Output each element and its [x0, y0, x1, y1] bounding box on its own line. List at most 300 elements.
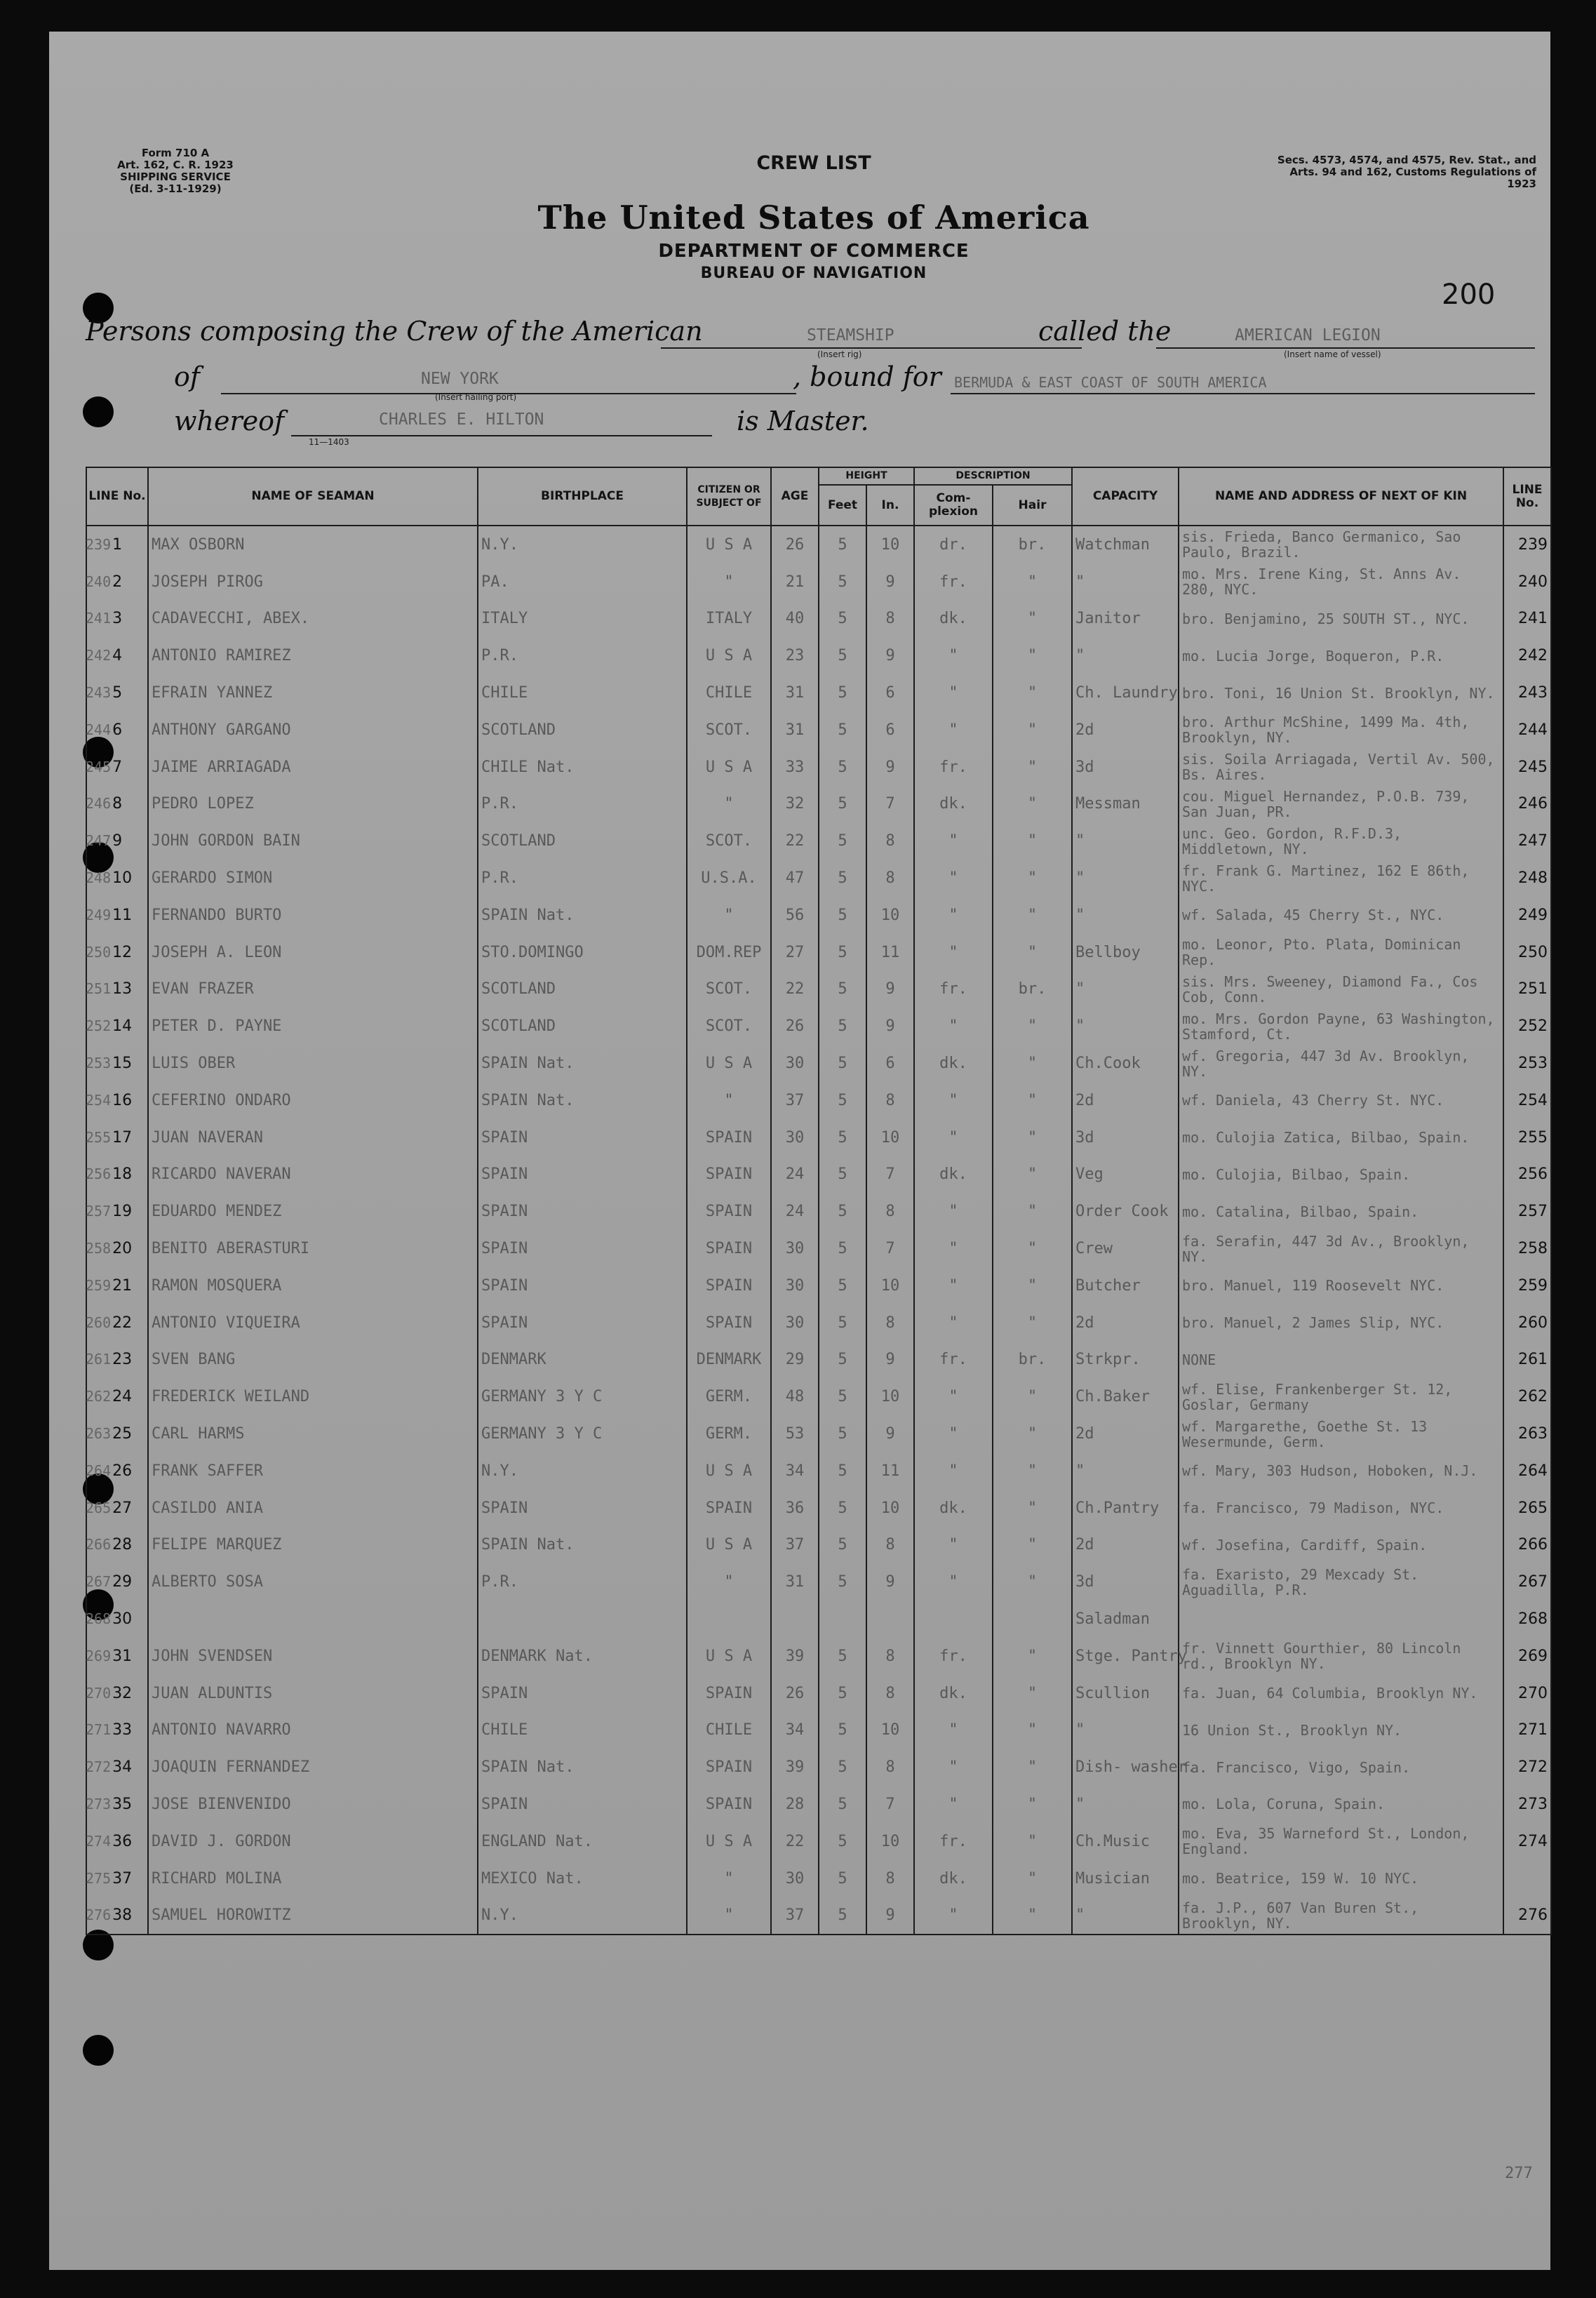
running-number: 266 — [86, 1536, 112, 1554]
line-number — [86, 1415, 148, 1452]
line-number-value: 24 — [112, 1388, 133, 1406]
next-of-kin: wf. Daniela, 43 Cherry St. NYC. — [1179, 1082, 1503, 1119]
running-number: 276 — [86, 1906, 112, 1924]
hair: " — [993, 1675, 1072, 1712]
complexion: " — [914, 1415, 993, 1452]
capacity: Watchman — [1072, 526, 1179, 563]
line-number-right: 258 — [1503, 1230, 1551, 1267]
running-number: 274 — [86, 1832, 112, 1850]
complexion: fr. — [914, 1342, 993, 1379]
seaman-name: RICARDO NAVERAN — [148, 1156, 478, 1194]
line-number — [86, 971, 148, 1008]
hair: " — [993, 1490, 1072, 1527]
hair: " — [993, 1082, 1072, 1119]
height-inches: 8 — [866, 822, 914, 860]
birthplace: MEXICO Nat. — [478, 1860, 687, 1897]
citizenship: SCOT. — [687, 971, 771, 1008]
next-of-kin: mo. Lucia Jorge, Boqueron, P.R. — [1179, 637, 1503, 674]
seaman-name: EFRAIN YANNEZ — [148, 674, 478, 712]
height-feet: 5 — [819, 1267, 866, 1304]
capacity: Ch.Music — [1072, 1823, 1179, 1860]
capacity: Veg — [1072, 1156, 1179, 1194]
page-number: 200 — [1442, 279, 1496, 311]
line-number-right: 269 — [1503, 1638, 1551, 1675]
rig-underline — [661, 347, 1082, 349]
intro-persons: Persons composing the Crew of the American — [86, 316, 703, 347]
citizenship: SPAIN — [687, 1193, 771, 1230]
age: 31 — [771, 674, 819, 712]
capacity: " — [1072, 971, 1179, 1008]
line-number — [86, 1082, 148, 1119]
capacity: " — [1072, 897, 1179, 934]
hair: " — [993, 1860, 1072, 1897]
complexion: " — [914, 1452, 993, 1490]
capacity: " — [1072, 1786, 1179, 1823]
line-number — [86, 822, 148, 860]
height-feet: 5 — [819, 526, 866, 563]
line-number-value: 16 — [112, 1091, 133, 1109]
complexion: " — [914, 1267, 993, 1304]
height-inches: 7 — [866, 786, 914, 823]
line-number-value: 19 — [112, 1203, 133, 1221]
line-number — [86, 1045, 148, 1082]
line-number-right: 271 — [1503, 1712, 1551, 1749]
citizenship: CHILE — [687, 1712, 771, 1749]
height-feet: 5 — [819, 637, 866, 674]
citizenship: ITALY — [687, 601, 771, 638]
age: 56 — [771, 897, 819, 934]
table-row — [86, 1712, 1551, 1749]
table-row — [86, 1267, 1551, 1304]
line-number — [86, 1897, 148, 1935]
citizenship: " — [687, 786, 771, 823]
capacity: 2d — [1072, 1304, 1179, 1342]
hair: " — [993, 601, 1072, 638]
line-number-right: 274 — [1503, 1823, 1551, 1860]
running-number: 245 — [86, 758, 112, 775]
height-inches: 10 — [866, 1490, 914, 1527]
next-of-kin: wf. Margarethe, Goethe St. 13 Wesermunde, Germ. — [1179, 1415, 1503, 1452]
height-feet: 5 — [819, 1452, 866, 1490]
capacity: Scullion — [1072, 1675, 1179, 1712]
height-inches: 8 — [866, 1193, 914, 1230]
seaman-name: RICHARD MOLINA — [148, 1860, 478, 1897]
header-age: AGE — [771, 467, 819, 526]
citizenship: U.S.A. — [687, 860, 771, 897]
citizenship: U S A — [687, 637, 771, 674]
capacity: Ch.Baker — [1072, 1378, 1179, 1415]
height-inches: 11 — [866, 1452, 914, 1490]
age: 30 — [771, 1045, 819, 1082]
line-number — [86, 1267, 148, 1304]
line-number — [86, 1008, 148, 1045]
citizenship: DOM.REP — [687, 934, 771, 971]
height-feet: 5 — [819, 1527, 866, 1564]
height-inches: 7 — [866, 1786, 914, 1823]
birthplace: SPAIN — [478, 1490, 687, 1527]
seaman-name: ANTONIO RAMIREZ — [148, 637, 478, 674]
age: 30 — [771, 1119, 819, 1156]
capacity: " — [1072, 1008, 1179, 1045]
crew-list-sheet — [49, 32, 1550, 2270]
print-code: 11—1403 — [309, 437, 349, 447]
age: 28 — [771, 1786, 819, 1823]
height-inches: 9 — [866, 1897, 914, 1935]
age: 32 — [771, 786, 819, 823]
table-row — [86, 1452, 1551, 1490]
table-row — [86, 749, 1551, 786]
form-title: CREW LIST — [756, 152, 871, 174]
next-of-kin: bro. Arthur McShine, 1499 Ma. 4th, Brooklyn, NY. — [1179, 712, 1503, 749]
birthplace — [478, 1601, 687, 1638]
birthplace: CHILE — [478, 674, 687, 712]
line-number — [86, 1712, 148, 1749]
running-number: 247 — [86, 832, 112, 850]
line-number — [86, 1601, 148, 1638]
citizenship: SPAIN — [687, 1304, 771, 1342]
next-of-kin: cou. Miguel Hernandez, P.O.B. 739, San Juan, PR. — [1179, 786, 1503, 823]
capacity: Crew — [1072, 1230, 1179, 1267]
birthplace: ENGLAND Nat. — [478, 1823, 687, 1860]
line-number — [86, 1490, 148, 1527]
hair: " — [993, 1897, 1072, 1935]
height-inches: 10 — [866, 1267, 914, 1304]
birthplace: SPAIN — [478, 1119, 687, 1156]
header-line-no-right: LINE No. — [1503, 467, 1551, 526]
birthplace: SCOTLAND — [478, 971, 687, 1008]
table-row — [86, 1230, 1551, 1267]
height-inches: 11 — [866, 934, 914, 971]
table-row — [86, 712, 1551, 749]
seaman-name: ANTHONY GARGANO — [148, 712, 478, 749]
table-row — [86, 786, 1551, 823]
line-number-right: 246 — [1503, 786, 1551, 823]
capacity: Bellboy — [1072, 934, 1179, 971]
next-of-kin: fa. Exaristo, 29 Mexcady St. Aguadilla, P.R. — [1179, 1563, 1503, 1601]
capacity: Ch.Cook — [1072, 1045, 1179, 1082]
vessel-underline — [1156, 347, 1535, 349]
citizenship: SCOT. — [687, 822, 771, 860]
line-number-right: 259 — [1503, 1267, 1551, 1304]
line-number — [86, 563, 148, 601]
birthplace: ITALY — [478, 601, 687, 638]
birthplace: SCOTLAND — [478, 712, 687, 749]
running-number: 242 — [86, 647, 112, 664]
height-inches: 8 — [866, 1860, 914, 1897]
height-inches: 7 — [866, 1230, 914, 1267]
height-inches — [866, 1601, 914, 1638]
birthplace: SPAIN — [478, 1193, 687, 1230]
hair: " — [993, 749, 1072, 786]
line-number-right: 267 — [1503, 1563, 1551, 1601]
hair: " — [993, 1638, 1072, 1675]
age: 30 — [771, 1230, 819, 1267]
header-name: NAME OF SEAMAN — [148, 467, 478, 526]
line-number — [86, 1119, 148, 1156]
birthplace: SCOTLAND — [478, 822, 687, 860]
age: 47 — [771, 860, 819, 897]
capacity: " — [1072, 1452, 1179, 1490]
table-row — [86, 1897, 1551, 1935]
hair: " — [993, 1452, 1072, 1490]
line-number — [86, 860, 148, 897]
header-feet: Feet — [819, 485, 866, 526]
birthplace: SPAIN — [478, 1267, 687, 1304]
line-number-right: 257 — [1503, 1193, 1551, 1230]
line-number-value: 34 — [112, 1758, 133, 1777]
line-number-right: 273 — [1503, 1786, 1551, 1823]
line-number — [86, 1675, 148, 1712]
birthplace: SPAIN Nat. — [478, 1527, 687, 1564]
height-inches: 9 — [866, 749, 914, 786]
line-number-value: 21 — [112, 1276, 133, 1295]
seaman-name: JAIME ARRIAGADA — [148, 749, 478, 786]
running-number: 259 — [86, 1276, 112, 1294]
line-number-right: 262 — [1503, 1378, 1551, 1415]
citizenship: SPAIN — [687, 1786, 771, 1823]
complexion: dk. — [914, 601, 993, 638]
seaman-name: FRANK SAFFER — [148, 1452, 478, 1490]
seaman-name: LUIS OBER — [148, 1045, 478, 1082]
capacity: 3d — [1072, 1119, 1179, 1156]
complexion: " — [914, 674, 993, 712]
height-feet: 5 — [819, 1342, 866, 1379]
line-number-right: 249 — [1503, 897, 1551, 934]
table-row — [86, 526, 1551, 563]
height-inches: 9 — [866, 1008, 914, 1045]
table-row — [86, 1082, 1551, 1119]
height-feet: 5 — [819, 1712, 866, 1749]
age: 31 — [771, 712, 819, 749]
birthplace: SPAIN Nat. — [478, 1082, 687, 1119]
age: 34 — [771, 1452, 819, 1490]
height-inches: 8 — [866, 860, 914, 897]
line-number — [86, 786, 148, 823]
line-number-right: 240 — [1503, 563, 1551, 601]
citizenship: U S A — [687, 1045, 771, 1082]
complexion: " — [914, 1712, 993, 1749]
line-number-value: 20 — [112, 1240, 133, 1258]
capacity: " — [1072, 1712, 1179, 1749]
next-of-kin: wf. Gregoria, 447 3d Av. Brooklyn, NY. — [1179, 1045, 1503, 1082]
age: 34 — [771, 1712, 819, 1749]
height-feet: 5 — [819, 897, 866, 934]
running-number: 268 — [86, 1610, 112, 1627]
line-number — [86, 1230, 148, 1267]
line-number-right: 270 — [1503, 1675, 1551, 1712]
complexion: " — [914, 1378, 993, 1415]
next-of-kin: sis. Mrs. Sweeney, Diamond Fa., Cos Cob, Conn. — [1179, 971, 1503, 1008]
complexion: fr. — [914, 971, 993, 1008]
birthplace: SPAIN — [478, 1156, 687, 1194]
complexion: " — [914, 1304, 993, 1342]
line-number-right: 255 — [1503, 1119, 1551, 1156]
birthplace: DENMARK — [478, 1342, 687, 1379]
height-inches: 9 — [866, 563, 914, 601]
birthplace: PA. — [478, 563, 687, 601]
citizenship: U S A — [687, 526, 771, 563]
seaman-name: JOHN SVENDSEN — [148, 1638, 478, 1675]
citizenship: " — [687, 563, 771, 601]
height-feet: 5 — [819, 1082, 866, 1119]
complexion: dr. — [914, 526, 993, 563]
hailing-port: NEW YORK — [421, 370, 499, 388]
line-number — [86, 1193, 148, 1230]
capacity: Strkpr. — [1072, 1342, 1179, 1379]
header-line-no: LINE No. — [86, 467, 148, 526]
seaman-name: JOSE BIENVENIDO — [148, 1786, 478, 1823]
running-number: 239 — [86, 535, 112, 553]
age — [771, 1601, 819, 1638]
header-hair: Hair — [993, 485, 1072, 526]
running-number: 257 — [86, 1203, 112, 1220]
line-number-right: 241 — [1503, 601, 1551, 638]
height-inches: 8 — [866, 1638, 914, 1675]
seaman-name: JUAN ALDUNTIS — [148, 1675, 478, 1712]
running-number: 243 — [86, 684, 112, 702]
running-number: 273 — [86, 1795, 112, 1812]
line-number-right: 251 — [1503, 971, 1551, 1008]
statutes-note: Secs. 4573, 4574, and 4575, Rev. Stat., and Arts. 94 and 162, Customs Regulations of 1923 — [1277, 154, 1536, 190]
height-feet: 5 — [819, 563, 866, 601]
port-caption: (Insert hailing port) — [435, 392, 517, 402]
complexion: " — [914, 822, 993, 860]
hair: " — [993, 1823, 1072, 1860]
birthplace: SPAIN — [478, 1230, 687, 1267]
master-underline — [291, 435, 712, 436]
age: 37 — [771, 1897, 819, 1935]
table-row — [86, 1119, 1551, 1156]
line-number-value: 26 — [112, 1462, 133, 1480]
line-number-right: 242 — [1503, 637, 1551, 674]
hair: " — [993, 1786, 1072, 1823]
punch-hole — [83, 2035, 114, 2066]
line-number — [86, 1638, 148, 1675]
line-number-value: 17 — [112, 1128, 133, 1147]
hair: " — [993, 897, 1072, 934]
line-number-value: 32 — [112, 1684, 133, 1702]
table-row — [86, 1342, 1551, 1379]
height-feet: 5 — [819, 1749, 866, 1786]
line-number — [86, 674, 148, 712]
hair: " — [993, 1378, 1072, 1415]
capacity: Ch.Pantry — [1072, 1490, 1179, 1527]
height-feet: 5 — [819, 1119, 866, 1156]
hair: " — [993, 674, 1072, 712]
department-title: DEPARTMENT OF COMMERCE — [658, 241, 970, 262]
line-number-value: 29 — [112, 1573, 133, 1591]
crew-rows — [86, 526, 1551, 1935]
hair — [993, 1601, 1072, 1638]
form-edition: (Ed. 3-11-1929) — [129, 182, 222, 195]
seaman-name: JOAQUIN FERNANDEZ — [148, 1749, 478, 1786]
age: 22 — [771, 822, 819, 860]
hair: " — [993, 1527, 1072, 1564]
age: 39 — [771, 1638, 819, 1675]
line-number — [86, 1563, 148, 1601]
age: 48 — [771, 1378, 819, 1415]
height-feet: 5 — [819, 822, 866, 860]
table-row — [86, 971, 1551, 1008]
citizenship: GERM. — [687, 1415, 771, 1452]
capacity: Order Cook — [1072, 1193, 1179, 1230]
age: 27 — [771, 934, 819, 971]
capacity: " — [1072, 822, 1179, 860]
header-complexion: Com- plexion — [914, 485, 993, 526]
seaman-name: BENITO ABERASTURI — [148, 1230, 478, 1267]
running-number: 253 — [86, 1055, 112, 1072]
hair: " — [993, 1193, 1072, 1230]
citizenship: U S A — [687, 1638, 771, 1675]
birthplace: P.R. — [478, 860, 687, 897]
height-inches: 10 — [866, 897, 914, 934]
hair: " — [993, 637, 1072, 674]
height-inches: 10 — [866, 1378, 914, 1415]
birthplace: SPAIN — [478, 1786, 687, 1823]
birthplace: SPAIN — [478, 1304, 687, 1342]
seaman-name: CARL HARMS — [148, 1415, 478, 1452]
capacity: 2d — [1072, 1082, 1179, 1119]
hair: br. — [993, 526, 1072, 563]
citizenship: SPAIN — [687, 1267, 771, 1304]
line-number-right: 253 — [1503, 1045, 1551, 1082]
line-number-value: 5 — [112, 684, 123, 702]
next-of-kin: wf. Josefina, Cardiff, Spain. — [1179, 1527, 1503, 1564]
capacity: 2d — [1072, 1527, 1179, 1564]
complexion: dk. — [914, 1675, 993, 1712]
line-number-value: 12 — [112, 943, 133, 961]
citizenship: SPAIN — [687, 1119, 771, 1156]
height-feet: 5 — [819, 1378, 866, 1415]
line-number-value: 36 — [112, 1832, 133, 1850]
rig-value: STEAMSHIP — [807, 326, 894, 345]
birthplace: SPAIN — [478, 1675, 687, 1712]
line-number-right: 252 — [1503, 1008, 1551, 1045]
complexion: " — [914, 712, 993, 749]
citizenship: SPAIN — [687, 1156, 771, 1194]
hair: " — [993, 786, 1072, 823]
running-number: 260 — [86, 1314, 112, 1331]
line-number — [86, 637, 148, 674]
birthplace: GERMANY 3 Y C — [478, 1378, 687, 1415]
age: 26 — [771, 526, 819, 563]
line-number-right: 263 — [1503, 1415, 1551, 1452]
line-number — [86, 1156, 148, 1194]
seaman-name: FELIPE MARQUEZ — [148, 1527, 478, 1564]
table-row — [86, 674, 1551, 712]
hair: " — [993, 1563, 1072, 1601]
line-number-value: 10 — [112, 869, 133, 888]
line-number-right: 248 — [1503, 860, 1551, 897]
capacity: " — [1072, 1897, 1179, 1935]
age: 21 — [771, 563, 819, 601]
running-number: 244 — [86, 721, 112, 738]
running-number: 271 — [86, 1721, 112, 1739]
capacity: Saladman — [1072, 1601, 1179, 1638]
height-feet: 5 — [819, 601, 866, 638]
complexion: " — [914, 1786, 993, 1823]
complexion: " — [914, 1749, 993, 1786]
hair: " — [993, 1119, 1072, 1156]
birthplace: N.Y. — [478, 1452, 687, 1490]
running-number: 267 — [86, 1573, 112, 1591]
birthplace: SPAIN Nat. — [478, 897, 687, 934]
line-number-value: 35 — [112, 1795, 133, 1813]
seaman-name: SAMUEL HOROWITZ — [148, 1897, 478, 1935]
complexion: " — [914, 1897, 993, 1935]
complexion: fr. — [914, 1823, 993, 1860]
citizenship: " — [687, 897, 771, 934]
